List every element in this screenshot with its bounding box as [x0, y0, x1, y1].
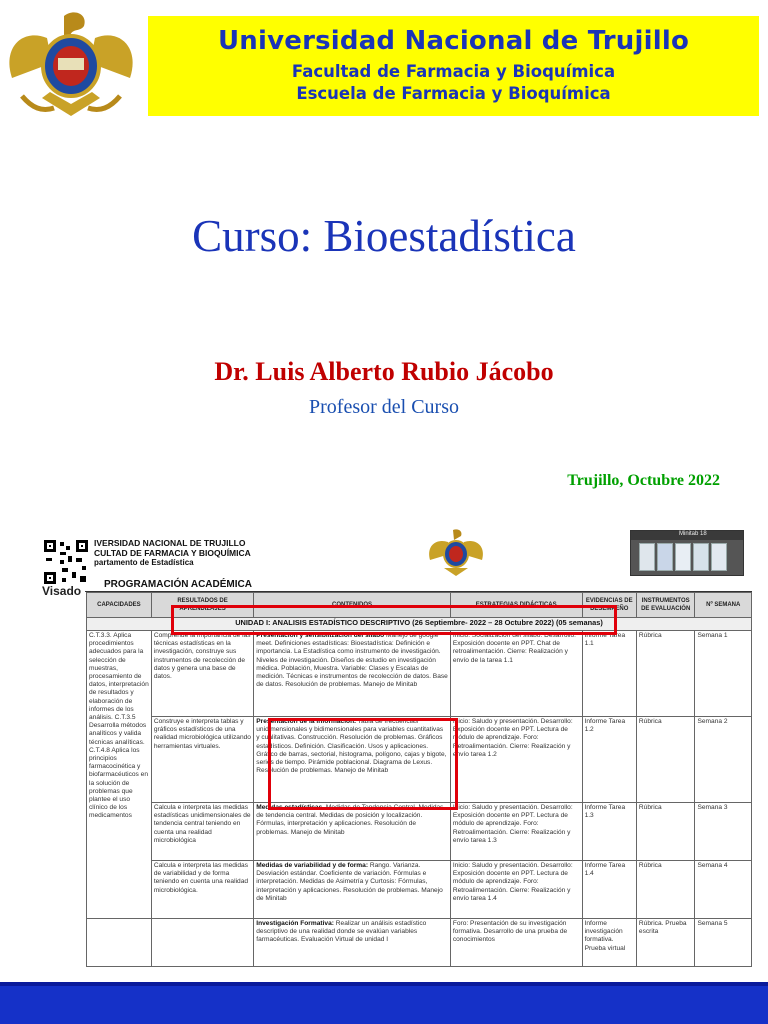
university-crest-logo	[2, 8, 140, 120]
table-row	[87, 803, 752, 861]
instrumentos-cell: Rúbrica	[636, 803, 695, 861]
contenidos-cell: Medidas de variabilidad y de forma: Rango. Varianza. Desviación estándar. Coeficiente de variación. Fórmulas e interpretación. Medidas de Asimetría y Curtosis: Fórmulas, interpretación y aplicaciones. Resolución de problemas. Manejo de Minitab	[254, 861, 451, 919]
contenidos-cell: Presentación de la información. Tabla de frecuencias unidimensionales y bidimensionales para variables cuantitativas y cualitativas. Construcción. Resolución de problemas. Gráficos estadísticos. Definición. Clasificación. Usos y aplicaciones. Gráfico de barras, sectorial, histograma, polígono, cajas y bigote, series de tiempo. Pirámide poblacional. Diagrama de Lexus. Resolución de problemas. Manejo de Minitab	[254, 717, 451, 803]
content-highlight-box	[268, 718, 458, 810]
header-banner	[148, 16, 759, 116]
estrategias-cell: Foro: Presentación de su investigación formativa. Desarrollo de una prueba de conocimientos	[450, 919, 582, 967]
col-evidencias: EVIDENCIAS DE DESEMPEÑO	[582, 593, 636, 618]
estrategias-cell: Inicio: Socialización del sílabo. Desarrollo: Exposición docente en PPT. Chat de retroalimentación. Cierre: Realización y envío de la tarea 1.1	[450, 631, 582, 717]
col-resultados: RESULTADOS DE APRENDIZAJES	[151, 593, 253, 618]
place-date: Trujillo, Octubre 2022	[567, 472, 720, 489]
professor-name: Dr. Luis Alberto Rubio Jácobo	[214, 357, 554, 386]
resultados-cell: Comprende la importancia de las técnicas estadísticas en la investigación, construye sus instrumentos de recolección de datos y genera una base de datos.	[151, 631, 253, 717]
col-estrategias: ESTRATEGIAS DIDÁCTICAS	[450, 593, 582, 618]
semana-cell: Semana 3	[695, 803, 752, 861]
document-header	[94, 538, 251, 568]
contenidos-cell: Medidas estadísticas. Medidas de Tendencia Central. Medidas de tendencia central. Medidas de posición y localización. Fórmulas, interpretación y aplicaciones. Resolución de problemas. Manejo de Minitab	[254, 803, 451, 861]
semana-cell: Semana 4	[695, 861, 752, 919]
qr-code-icon	[42, 538, 90, 586]
table-row	[87, 919, 752, 967]
unit-title: UNIDAD I: ANALISIS ESTADÍSTICO DESCRIPTIVO (26 Septiembre- 2022 – 28 Octubre 2022) (05 semanas)	[87, 618, 752, 631]
semana-cell: Semana 1	[695, 631, 752, 717]
document-faculty: CULTAD DE FARMACIA Y BIOQUÍMICA	[94, 548, 251, 558]
program-title: PROGRAMACIÓN ACADÉMICA	[104, 579, 252, 590]
course-title: Curso: Bioestadística	[192, 211, 576, 261]
university-name: Universidad Nacional de Trujillo	[217, 26, 690, 56]
capacidades-cell: C.T.3.3. Aplica procedimientos adecuados para la selección de muestras, procesamiento de datos, interpretación de resultados y elaboración de informes de los análisis. C.T.3.5 Desarrolla métodos analíticos y valida técnicas analíticas. C.T.4.8 Aplica los principios farmacocinética y biofarmacéuticos en la solución de problemas que plantee el uso clínico de los medicamentos	[87, 631, 152, 919]
footer-bar	[0, 986, 768, 1024]
unit-highlight-box	[171, 605, 617, 635]
instrumentos-cell: Rúbrica	[636, 631, 695, 717]
table-row	[87, 861, 752, 919]
instrumentos-cell: Rúbrica	[636, 861, 695, 919]
evidencias-cell: Informe Tarea 1.3	[582, 803, 636, 861]
resultados-cell: Calcula e interpreta las medidas estadísticas unidimensionales de tendencia central teniendo en cuenta una realidad microbiológica	[151, 803, 253, 861]
col-instrumentos: INSTRUMENTOS DE EVALUACIÓN	[636, 593, 695, 618]
col-capacidades: CAPACIDADES	[87, 593, 152, 618]
document-department: partamento de Estadística	[94, 558, 194, 567]
faculty-name: Facultad de Farmacia y Bioquímica	[291, 62, 616, 81]
table-row	[87, 631, 752, 717]
semana-cell: Semana 5	[695, 919, 752, 967]
evidencias-cell: Informe Tarea 1.2	[582, 717, 636, 803]
estrategias-cell: Inicio: Saludo y presentación. Desarrollo: Exposición docente en PPT. Lectura de módulo de aprendizaje. Foro: Retroalimentación. Cierre: Realización y envío tarea 1.3	[450, 803, 582, 861]
contenidos-cell: Presentación y sensibilización del sílabo Manejo de google meet. Definiciones estadísticas: Bioestadística: Definición e importancia. La Estadística como instrumento de investigación. Niveles de investigación. Diseños de estudio en investigación médica. Población, Muestra. Variable: Clases y Escalas de medición. Técnicas e instrumentos de recolección de datos. Base de datos. Resolución de problemas. Manejo de Minitab	[254, 631, 451, 717]
professor-role: Profesor del Curso	[309, 396, 459, 418]
minitab-label: Minitab 18	[679, 531, 707, 537]
col-semana: Nº SEMANA	[695, 593, 752, 618]
instrumentos-cell: Rúbrica. Prueba escrita	[636, 919, 695, 967]
school-name: Escuela de Farmacia y Bioquímica	[296, 84, 611, 103]
academic-program-document	[40, 528, 752, 988]
evidencias-cell: Informe investigación formativa. Prueba virtual	[582, 919, 636, 967]
semana-cell: Semana 2	[695, 717, 752, 803]
evidencias-cell: Informe Tarea 1.4	[582, 861, 636, 919]
document-university: IVERSIDAD NACIONAL DE TRUJILLO	[94, 538, 246, 548]
instrumentos-cell: Rúbrica	[636, 717, 695, 803]
resultados-cell	[151, 919, 253, 967]
estrategias-cell: Inicio: Saludo y presentación. Desarrollo: Exposición docente en PPT. Lectura de módulo de aprendizaje. Foro: Retroalimentación. Cierre: Realización y envío tarea 1.4	[450, 861, 582, 919]
resultados-cell: Construye e interpreta tablas y gráficos estadísticos de una realidad microbiológica utilizando herramientas virtuales.	[151, 717, 253, 803]
visado-label: Visado	[42, 584, 82, 598]
estrategias-cell: Inicio: Saludo y presentación. Desarrollo: Exposición docente en PPT. Lectura de módulo de aprendizaje. Foro: Retroalimentación. Cierre: Realización y envío tarea 1.2	[450, 717, 582, 803]
evidencias-cell: Informe Tarea 1.1	[582, 631, 636, 717]
resultados-cell: Calcula e interpreta las medidas de variabilidad y de forma teniendo en cuenta una realidad microbiológica.	[151, 861, 253, 919]
contenidos-cell: Investigación Formativa: Realizar un análisis estadístico descriptivo de una realidad donde se evalúan variables farmacéuticas. Evaluación Virtual de unidad I	[254, 919, 451, 967]
col-contenidos: CONTENIDOS	[254, 593, 451, 618]
minitab-screenshot	[630, 530, 744, 576]
document-crest-logo	[426, 528, 486, 578]
